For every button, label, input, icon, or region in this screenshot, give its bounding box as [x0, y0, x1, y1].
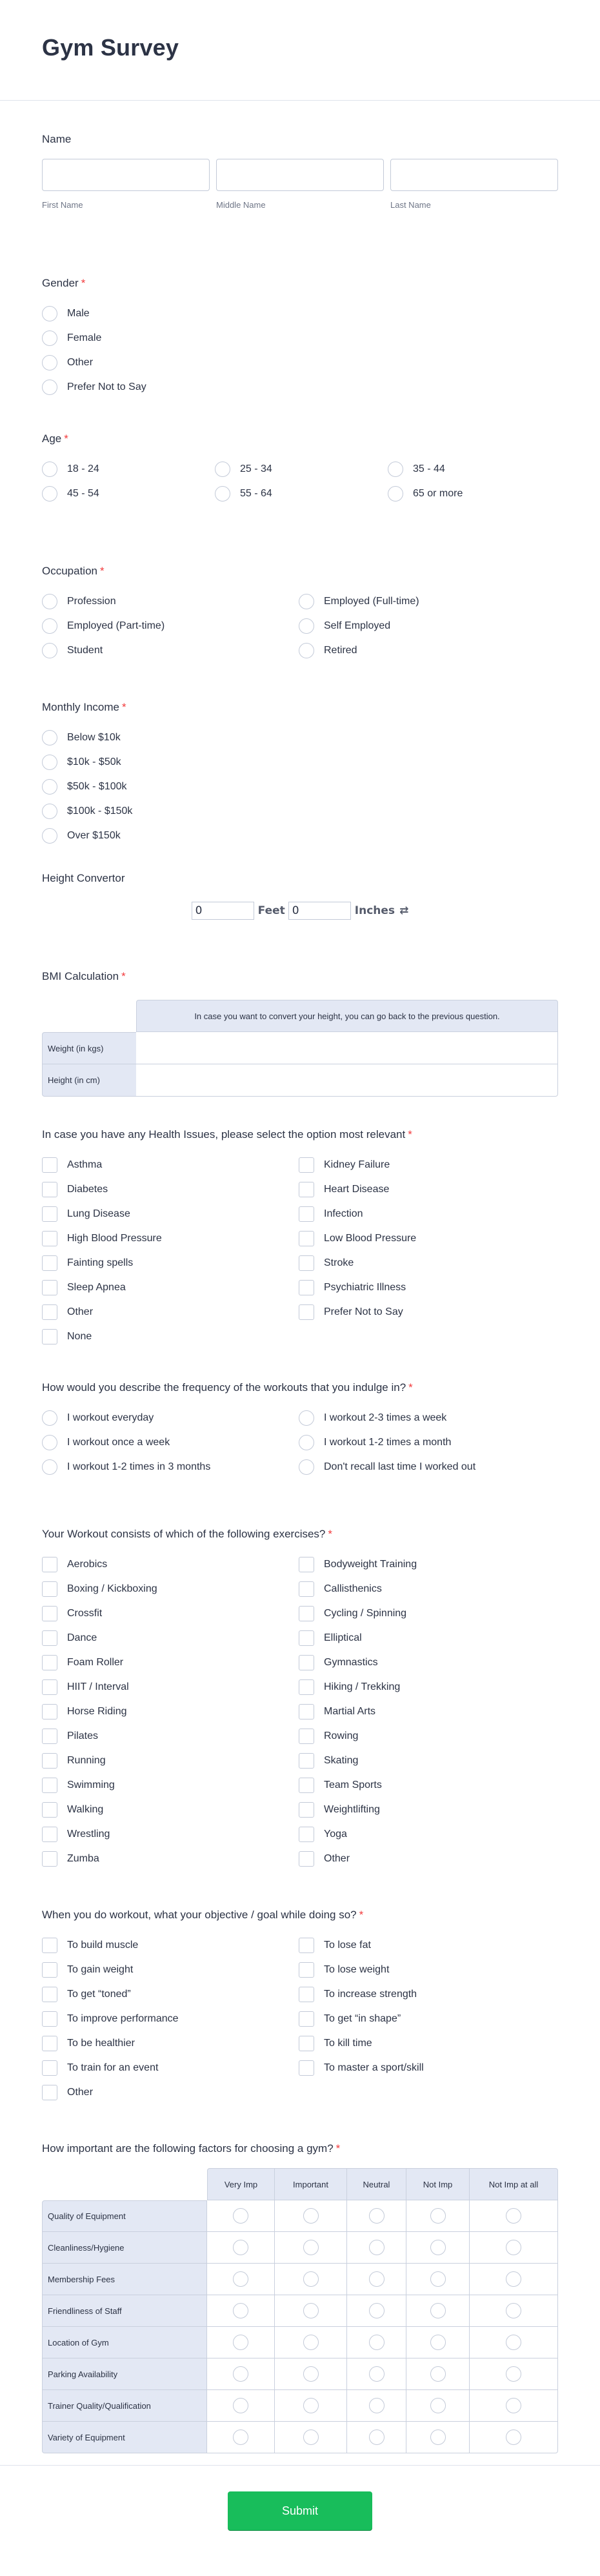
- exercise-option[interactable]: Other: [299, 1847, 557, 1871]
- matrix-row-label: Quality of Equipment: [42, 2200, 207, 2232]
- exercise-option[interactable]: HIIT / Interval: [42, 1675, 299, 1699]
- matrix-row-label: Parking Availability: [42, 2358, 207, 2390]
- frequency-option[interactable]: I workout everyday: [42, 1406, 299, 1430]
- question-label: When you do workout, what your objective / goal while doing so? *: [42, 1909, 364, 1921]
- matrix-column-header: Neutral: [347, 2168, 406, 2200]
- matrix-radio[interactable]: [369, 2208, 385, 2224]
- occupation-option[interactable]: Self Employed: [299, 614, 557, 638]
- exercise-option[interactable]: Wrestling: [42, 1822, 299, 1847]
- exercise-option[interactable]: Walking: [42, 1798, 299, 1822]
- question-label: Name: [42, 133, 72, 145]
- goal-option[interactable]: To improve performance: [42, 2007, 299, 2031]
- checkbox[interactable]: [299, 1630, 314, 1646]
- matrix-radio[interactable]: [303, 2429, 319, 2445]
- question-label: Height Convertor: [42, 872, 125, 884]
- radio-button[interactable]: [299, 594, 314, 609]
- frequency-option[interactable]: I workout once a week: [42, 1430, 299, 1455]
- matrix-radio[interactable]: [233, 2335, 248, 2350]
- radio-button[interactable]: [299, 1435, 314, 1450]
- occupation-option[interactable]: Profession: [42, 589, 299, 614]
- checkbox[interactable]: [42, 2085, 57, 2100]
- checkbox[interactable]: [299, 1802, 314, 1818]
- exercise-option[interactable]: Callisthenics: [299, 1577, 557, 1601]
- matrix-row: [42, 2232, 558, 2264]
- exercise-option[interactable]: Team Sports: [299, 1773, 557, 1798]
- checkbox[interactable]: [299, 1280, 314, 1295]
- goal-option[interactable]: To build muscle: [42, 1933, 299, 1958]
- occupation-options: [42, 589, 558, 663]
- matrix-row: [42, 2295, 558, 2327]
- required-marker: *: [408, 1128, 412, 1141]
- required-marker: *: [328, 1528, 333, 1540]
- matrix-radio[interactable]: [369, 2240, 385, 2255]
- feet-unit-label: Feet: [257, 904, 285, 917]
- checkbox[interactable]: [42, 1280, 57, 1295]
- health-option[interactable]: Lung Disease: [42, 1202, 299, 1226]
- inches-input[interactable]: [288, 902, 351, 920]
- checkbox[interactable]: [299, 1851, 314, 1867]
- exercise-option[interactable]: Pilates: [42, 1724, 299, 1749]
- matrix-radio[interactable]: [303, 2271, 319, 2287]
- checkbox[interactable]: [299, 2036, 314, 2051]
- age-option[interactable]: 18 - 24: [42, 457, 215, 482]
- checkbox[interactable]: [299, 1704, 314, 1719]
- question-label: Your Workout consists of which of the following exercises? *: [42, 1528, 333, 1540]
- matrix-radio[interactable]: [369, 2366, 385, 2382]
- exercise-option[interactable]: Hiking / Trekking: [299, 1675, 557, 1699]
- gender-option[interactable]: Other: [42, 350, 558, 375]
- checkbox[interactable]: [42, 1231, 57, 1246]
- exercises-options: [42, 1552, 558, 1871]
- matrix-radio[interactable]: [369, 2429, 385, 2445]
- radio-button[interactable]: [388, 486, 403, 502]
- required-marker: *: [335, 2142, 341, 2155]
- exercise-option[interactable]: Horse Riding: [42, 1699, 299, 1724]
- radio-button[interactable]: [42, 1435, 57, 1450]
- goal-option[interactable]: To lose fat: [299, 1933, 557, 1958]
- checkbox[interactable]: [42, 1962, 57, 1978]
- convert-icon[interactable]: ⇄: [399, 904, 409, 917]
- middle-name-input[interactable]: [216, 159, 384, 191]
- matrix-row-label: Cleanliness/Hygiene: [42, 2232, 207, 2264]
- checkbox[interactable]: [42, 1557, 57, 1572]
- health-option[interactable]: Stroke: [299, 1251, 557, 1275]
- question-label: How important are the following factors for choosing a gym? *: [42, 2142, 341, 2155]
- exercise-option[interactable]: Cycling / Spinning: [299, 1601, 557, 1626]
- matrix-row: [42, 2264, 558, 2295]
- matrix-radio[interactable]: [233, 2271, 248, 2287]
- goal-option[interactable]: To be healthier: [42, 2031, 299, 2056]
- matrix-radio[interactable]: [506, 2240, 521, 2255]
- gender-options: [42, 301, 558, 400]
- weight-input[interactable]: [136, 1033, 557, 1064]
- goal-option[interactable]: To lose weight: [299, 1958, 557, 1982]
- bmi-question: [42, 943, 558, 1101]
- matrix-header-row: [42, 2168, 558, 2200]
- checkbox[interactable]: [42, 1827, 57, 1842]
- age-option[interactable]: 25 - 34: [215, 457, 388, 482]
- radio-button[interactable]: [388, 461, 403, 477]
- health-option[interactable]: Low Blood Pressure: [299, 1226, 557, 1251]
- health-option[interactable]: Heart Disease: [299, 1177, 557, 1202]
- form-header: [0, 0, 600, 101]
- matrix-row-label: Location of Gym: [42, 2327, 207, 2358]
- first-name-sublabel: First Name: [42, 200, 83, 210]
- checkbox[interactable]: [299, 1157, 314, 1173]
- radio-button[interactable]: [42, 1459, 57, 1475]
- frequency-question: [42, 1359, 558, 1505]
- checkbox[interactable]: [299, 1987, 314, 2002]
- middle-name-sublabel: Middle Name: [216, 200, 266, 210]
- matrix-radio[interactable]: [303, 2240, 319, 2255]
- goal-option[interactable]: Other: [42, 2080, 299, 2105]
- empty-corner: [42, 1000, 136, 1032]
- page-title: Gym Survey: [42, 34, 179, 61]
- goal-option[interactable]: To increase strength: [299, 1982, 557, 2007]
- matrix-column-header: Not Imp at all: [470, 2168, 558, 2200]
- matrix-row: [42, 2390, 558, 2422]
- matrix-row-label: Membership Fees: [42, 2264, 207, 2295]
- matrix-radio[interactable]: [430, 2240, 446, 2255]
- matrix-radio[interactable]: [233, 2208, 248, 2224]
- exercise-option[interactable]: Running: [42, 1749, 299, 1773]
- height-input[interactable]: [136, 1065, 557, 1096]
- submit-button[interactable]: Submit: [228, 2491, 372, 2530]
- matrix-radio[interactable]: [233, 2303, 248, 2318]
- matrix-radio[interactable]: [430, 2366, 446, 2382]
- question-label: How would you describe the frequency of the workouts that you indulge in? *: [42, 1381, 413, 1394]
- matrix-row-label: Trainer Quality/Qualification: [42, 2390, 207, 2422]
- age-option[interactable]: 45 - 54: [42, 482, 215, 506]
- inches-unit-label: Inches: [354, 904, 395, 917]
- age-option[interactable]: 55 - 64: [215, 482, 388, 506]
- age-question: [42, 411, 558, 530]
- checkbox[interactable]: [42, 1679, 57, 1695]
- radio-button[interactable]: [215, 486, 230, 502]
- checkbox[interactable]: [42, 2036, 57, 2051]
- radio-button[interactable]: [42, 380, 57, 395]
- checkbox[interactable]: [299, 1962, 314, 1978]
- income-question: [42, 669, 558, 846]
- exercise-option[interactable]: Aerobics: [42, 1552, 299, 1577]
- matrix-row: [42, 2200, 558, 2232]
- radio-button[interactable]: [42, 643, 57, 658]
- exercise-option[interactable]: Dance: [42, 1626, 299, 1650]
- occupation-option[interactable]: Employed (Full-time): [299, 589, 557, 614]
- checkbox[interactable]: [299, 1679, 314, 1695]
- exercise-option[interactable]: Skating: [299, 1749, 557, 1773]
- checkbox[interactable]: [299, 2011, 314, 2027]
- checkbox[interactable]: [42, 1304, 57, 1320]
- matrix-radio[interactable]: [303, 2208, 319, 2224]
- matrix-row-label: Friendliness of Staff: [42, 2295, 207, 2327]
- matrix-row: [42, 2358, 558, 2390]
- age-option[interactable]: 35 - 44: [388, 457, 557, 482]
- required-marker: *: [81, 277, 86, 289]
- matrix-radio[interactable]: [506, 2271, 521, 2287]
- table-row: [42, 1032, 558, 1064]
- bmi-table: [42, 1000, 558, 1097]
- radio-button[interactable]: [42, 755, 57, 770]
- survey-form: [0, 101, 600, 2465]
- matrix-column-header: Important: [275, 2168, 347, 2200]
- checkbox[interactable]: [42, 1778, 57, 1793]
- checkbox[interactable]: [42, 1329, 57, 1344]
- checkbox[interactable]: [299, 1655, 314, 1670]
- matrix-radio[interactable]: [303, 2303, 319, 2318]
- first-name-input[interactable]: [42, 159, 210, 191]
- exercise-option[interactable]: Weightlifting: [299, 1798, 557, 1822]
- last-name-input[interactable]: [390, 159, 558, 191]
- required-marker: *: [100, 565, 105, 577]
- goals-options: [42, 1933, 558, 2105]
- question-label: Age *: [42, 432, 68, 445]
- goal-option[interactable]: To kill time: [299, 2031, 557, 2056]
- radio-button[interactable]: [42, 618, 57, 634]
- frequency-option[interactable]: Don't recall last time I worked out: [299, 1455, 557, 1479]
- required-marker: *: [64, 432, 68, 445]
- radio-button[interactable]: [299, 1410, 314, 1426]
- matrix-radio[interactable]: [233, 2398, 248, 2413]
- radio-button[interactable]: [42, 779, 57, 795]
- radio-button[interactable]: [215, 461, 230, 477]
- exercise-option[interactable]: Elliptical: [299, 1626, 557, 1650]
- matrix-radio[interactable]: [369, 2303, 385, 2318]
- feet-input[interactable]: [192, 902, 254, 920]
- goals-question: [42, 1885, 558, 2124]
- income-option[interactable]: Below $10k: [42, 725, 558, 750]
- checkbox[interactable]: [42, 2011, 57, 2027]
- checkbox[interactable]: [299, 1827, 314, 1842]
- question-label: Occupation *: [42, 565, 105, 577]
- exercises-question: [42, 1505, 558, 1885]
- matrix-radio[interactable]: [369, 2271, 385, 2287]
- radio-button[interactable]: [42, 330, 57, 346]
- exercise-option[interactable]: Bodyweight Training: [299, 1552, 557, 1577]
- required-marker: *: [122, 701, 126, 713]
- required-marker: *: [408, 1381, 413, 1394]
- checkbox[interactable]: [42, 1729, 57, 1744]
- occupation-question: [42, 530, 558, 669]
- occupation-option[interactable]: Student: [42, 638, 299, 663]
- exercise-option[interactable]: Martial Arts: [299, 1699, 557, 1724]
- matrix-radio[interactable]: [506, 2398, 521, 2413]
- name-question: [42, 101, 558, 252]
- health-option[interactable]: Sleep Apnea: [42, 1275, 299, 1300]
- last-name-sublabel: Last Name: [390, 200, 431, 210]
- matrix-radio[interactable]: [506, 2366, 521, 2382]
- health-option[interactable]: Psychiatric Illness: [299, 1275, 557, 1300]
- matrix-radio[interactable]: [506, 2335, 521, 2350]
- frequency-option[interactable]: I workout 1-2 times a month: [299, 1430, 557, 1455]
- checkbox[interactable]: [42, 1581, 57, 1597]
- radio-button[interactable]: [42, 461, 57, 477]
- checkbox[interactable]: [42, 1157, 57, 1173]
- checkbox[interactable]: [299, 1778, 314, 1793]
- radio-button[interactable]: [42, 828, 57, 844]
- checkbox[interactable]: [42, 1182, 57, 1197]
- checkbox[interactable]: [42, 1255, 57, 1271]
- height-convertor-question: [42, 846, 558, 943]
- question-label: Monthly Income *: [42, 701, 126, 713]
- radio-button[interactable]: [299, 643, 314, 658]
- income-option[interactable]: $10k - $50k: [42, 750, 558, 775]
- matrix-radio[interactable]: [506, 2429, 521, 2445]
- checkbox[interactable]: [299, 1557, 314, 1572]
- matrix-radio[interactable]: [303, 2335, 319, 2350]
- radio-button[interactable]: [299, 1459, 314, 1475]
- matrix-radio[interactable]: [430, 2303, 446, 2318]
- checkbox[interactable]: [299, 1606, 314, 1621]
- exercise-option[interactable]: Zumba: [42, 1847, 299, 1871]
- occupation-option[interactable]: Retired: [299, 638, 557, 663]
- gender-option[interactable]: Prefer Not to Say: [42, 375, 558, 400]
- health-option[interactable]: None: [42, 1324, 299, 1349]
- checkbox[interactable]: [42, 1655, 57, 1670]
- income-option[interactable]: Over $150k: [42, 824, 558, 848]
- matrix-radio[interactable]: [430, 2398, 446, 2413]
- health-option[interactable]: Infection: [299, 1202, 557, 1226]
- checkbox[interactable]: [42, 1753, 57, 1769]
- gender-option[interactable]: Male: [42, 301, 558, 326]
- checkbox[interactable]: [299, 1938, 314, 1953]
- checkbox[interactable]: [42, 1704, 57, 1719]
- exercise-option[interactable]: Swimming: [42, 1773, 299, 1798]
- checkbox[interactable]: [299, 1231, 314, 1246]
- gym-factors-matrix: [42, 2168, 558, 2453]
- age-options: [42, 457, 558, 506]
- matrix-radio[interactable]: [430, 2429, 446, 2445]
- checkbox[interactable]: [299, 1753, 314, 1769]
- frequency-option[interactable]: I workout 1-2 times in 3 months: [42, 1455, 299, 1479]
- matrix-column-header: Very Imp: [207, 2168, 275, 2200]
- matrix-radio[interactable]: [303, 2366, 319, 2382]
- exercise-option[interactable]: Boxing / Kickboxing: [42, 1577, 299, 1601]
- checkbox[interactable]: [42, 1630, 57, 1646]
- radio-button[interactable]: [42, 1410, 57, 1426]
- age-option[interactable]: 65 or more: [388, 482, 557, 506]
- goal-option[interactable]: To get “in shape”: [299, 2007, 557, 2031]
- checkbox[interactable]: [299, 1206, 314, 1222]
- bmi-column-header: In case you want to convert your height, you can go back to the previous question.: [136, 1000, 558, 1032]
- matrix-radio[interactable]: [430, 2208, 446, 2224]
- checkbox[interactable]: [299, 1182, 314, 1197]
- health-option[interactable]: Fainting spells: [42, 1251, 299, 1275]
- radio-button[interactable]: [42, 486, 57, 502]
- health-option[interactable]: Kidney Failure: [299, 1153, 557, 1177]
- exercise-option[interactable]: Yoga: [299, 1822, 557, 1847]
- goal-option[interactable]: To train for an event: [42, 2056, 299, 2080]
- checkbox[interactable]: [42, 1606, 57, 1621]
- radio-button[interactable]: [42, 306, 57, 321]
- health-option[interactable]: High Blood Pressure: [42, 1226, 299, 1251]
- health-option[interactable]: Diabetes: [42, 1177, 299, 1202]
- health-question: [42, 1101, 558, 1359]
- radio-button[interactable]: [42, 730, 57, 745]
- bmi-row-label: Weight (in kgs): [42, 1032, 136, 1064]
- matrix-radio[interactable]: [369, 2398, 385, 2413]
- radio-button[interactable]: [299, 618, 314, 634]
- goal-option[interactable]: To gain weight: [42, 1958, 299, 1982]
- matrix-radio[interactable]: [233, 2240, 248, 2255]
- checkbox[interactable]: [299, 1581, 314, 1597]
- question-label: BMI Calculation *: [42, 970, 126, 982]
- empty-corner: [42, 2168, 207, 2200]
- table-row: [42, 1064, 558, 1097]
- matrix-row: [42, 2422, 558, 2453]
- checkbox[interactable]: [42, 1206, 57, 1222]
- frequency-option[interactable]: I workout 2-3 times a week: [299, 1406, 557, 1430]
- health-options: [42, 1153, 558, 1349]
- gender-question: [42, 252, 558, 411]
- goal-option[interactable]: To master a sport/skill: [299, 2056, 557, 2080]
- checkbox[interactable]: [299, 2060, 314, 2076]
- checkbox[interactable]: [42, 1938, 57, 1953]
- matrix-radio[interactable]: [506, 2303, 521, 2318]
- gym-factors-question: [42, 2124, 558, 2465]
- health-option[interactable]: Prefer Not to Say: [299, 1300, 557, 1324]
- checkbox[interactable]: [42, 2060, 57, 2076]
- checkbox[interactable]: [42, 1851, 57, 1867]
- health-option[interactable]: Asthma: [42, 1153, 299, 1177]
- required-marker: *: [359, 1909, 364, 1921]
- matrix-row: [42, 2327, 558, 2358]
- matrix-radio[interactable]: [430, 2335, 446, 2350]
- matrix-row-label: Variety of Equipment: [42, 2422, 207, 2453]
- income-options: [42, 725, 558, 848]
- frequency-options: [42, 1406, 558, 1479]
- income-option[interactable]: $100k - $150k: [42, 799, 558, 824]
- radio-button[interactable]: [42, 355, 57, 370]
- height-convertor-widget: [42, 902, 558, 920]
- goal-option[interactable]: To get “toned”: [42, 1982, 299, 2007]
- exercise-option[interactable]: Gymnastics: [299, 1650, 557, 1675]
- radio-button[interactable]: [42, 594, 57, 609]
- health-option[interactable]: Other: [42, 1300, 299, 1324]
- exercise-option[interactable]: Crossfit: [42, 1601, 299, 1626]
- checkbox[interactable]: [299, 1729, 314, 1744]
- question-label: In case you have any Health Issues, please select the option most relevant *: [42, 1128, 412, 1141]
- exercise-option[interactable]: Rowing: [299, 1724, 557, 1749]
- bmi-row-label: Height (in cm): [42, 1064, 136, 1097]
- form-footer: [0, 2465, 600, 2555]
- checkbox[interactable]: [42, 1802, 57, 1818]
- matrix-radio[interactable]: [506, 2208, 521, 2224]
- checkbox[interactable]: [299, 1304, 314, 1320]
- checkbox[interactable]: [299, 1255, 314, 1271]
- radio-button[interactable]: [42, 804, 57, 819]
- matrix-radio[interactable]: [233, 2366, 248, 2382]
- occupation-option[interactable]: Employed (Part-time): [42, 614, 299, 638]
- required-marker: *: [121, 970, 126, 982]
- income-option[interactable]: $50k - $100k: [42, 775, 558, 799]
- matrix-column-header: Not Imp: [406, 2168, 470, 2200]
- exercise-option[interactable]: Foam Roller: [42, 1650, 299, 1675]
- matrix-radio[interactable]: [369, 2335, 385, 2350]
- checkbox[interactable]: [42, 1987, 57, 2002]
- matrix-radio[interactable]: [303, 2398, 319, 2413]
- gender-option[interactable]: Female: [42, 326, 558, 350]
- matrix-radio[interactable]: [430, 2271, 446, 2287]
- matrix-radio[interactable]: [233, 2429, 248, 2445]
- question-label: Gender *: [42, 277, 86, 289]
